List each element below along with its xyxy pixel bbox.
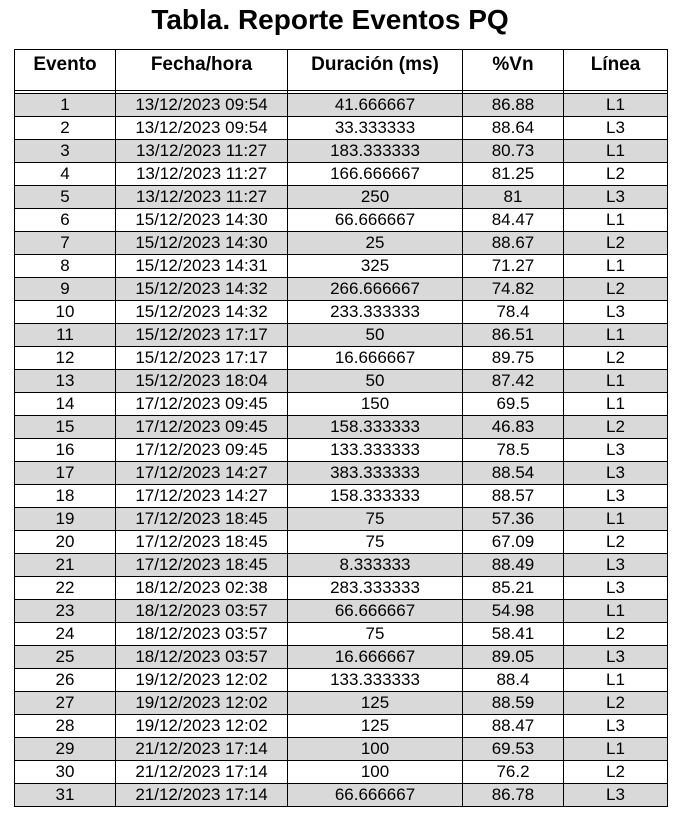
cell-linea: L2: [564, 347, 668, 370]
cell-linea: L2: [564, 232, 668, 255]
cell-vn: 88.57: [463, 485, 564, 508]
cell-linea: L3: [564, 186, 668, 209]
cell-evento: 22: [15, 577, 116, 600]
cell-evento: 30: [15, 761, 116, 784]
cell-linea: L3: [564, 646, 668, 669]
cell-duracion: 33.333333: [288, 117, 463, 140]
cell-duracion: 125: [288, 692, 463, 715]
cell-fecha-hora: 13/12/2023 11:27: [116, 186, 288, 209]
cell-vn: 69.5: [463, 393, 564, 416]
cell-linea: L1: [564, 738, 668, 761]
cell-fecha-hora: 19/12/2023 12:02: [116, 669, 288, 692]
table-row: [15, 646, 668, 669]
table-body: [15, 91, 668, 807]
cell-fecha-hora: 19/12/2023 12:02: [116, 715, 288, 738]
cell-vn: 88.54: [463, 462, 564, 485]
cell-evento: 24: [15, 623, 116, 646]
cell-duracion: 66.666667: [288, 209, 463, 232]
cell-vn: 74.82: [463, 278, 564, 301]
cell-vn: 88.4: [463, 669, 564, 692]
cell-linea: L2: [564, 278, 668, 301]
cell-fecha-hora: 17/12/2023 18:45: [116, 508, 288, 531]
cell-evento: 7: [15, 232, 116, 255]
cell-evento: 23: [15, 600, 116, 623]
table-row: [15, 669, 668, 692]
cell-vn: 88.47: [463, 715, 564, 738]
table-row: [15, 577, 668, 600]
cell-evento: 3: [15, 140, 116, 163]
table-row: [15, 370, 668, 393]
cell-vn: 87.42: [463, 370, 564, 393]
cell-duracion: 16.666667: [288, 646, 463, 669]
cell-vn: 69.53: [463, 738, 564, 761]
cell-duracion: 325: [288, 255, 463, 278]
cell-linea: L2: [564, 416, 668, 439]
cell-vn: 80.73: [463, 140, 564, 163]
cell-duracion: 41.666667: [288, 94, 463, 117]
cell-fecha-hora: 18/12/2023 03:57: [116, 646, 288, 669]
cell-vn: 78.4: [463, 301, 564, 324]
table-header-row: [15, 50, 668, 91]
cell-linea: L2: [564, 163, 668, 186]
cell-vn: 46.83: [463, 416, 564, 439]
cell-evento: 25: [15, 646, 116, 669]
cell-fecha-hora: 18/12/2023 03:57: [116, 600, 288, 623]
table-row: [15, 347, 668, 370]
cell-duracion: 50: [288, 324, 463, 347]
cell-linea: L1: [564, 209, 668, 232]
cell-linea: L1: [564, 393, 668, 416]
cell-fecha-hora: 17/12/2023 14:27: [116, 485, 288, 508]
cell-evento: 29: [15, 738, 116, 761]
cell-fecha-hora: 15/12/2023 14:32: [116, 301, 288, 324]
cell-fecha-hora: 17/12/2023 18:45: [116, 554, 288, 577]
table-row: [15, 531, 668, 554]
cell-vn: 81.25: [463, 163, 564, 186]
cell-evento: 27: [15, 692, 116, 715]
cell-evento: 10: [15, 301, 116, 324]
cell-fecha-hora: 21/12/2023 17:14: [116, 761, 288, 784]
cell-fecha-hora: 15/12/2023 17:17: [116, 324, 288, 347]
cell-fecha-hora: 15/12/2023 18:04: [116, 370, 288, 393]
cell-fecha-hora: 13/12/2023 09:54: [116, 117, 288, 140]
cell-linea: L1: [564, 669, 668, 692]
cell-evento: 26: [15, 669, 116, 692]
cell-evento: 4: [15, 163, 116, 186]
cell-duracion: 166.666667: [288, 163, 463, 186]
cell-duracion: 133.333333: [288, 439, 463, 462]
cell-linea: L1: [564, 600, 668, 623]
cell-duracion: 75: [288, 508, 463, 531]
cell-linea: L3: [564, 715, 668, 738]
cell-evento: 18: [15, 485, 116, 508]
cell-vn: 88.59: [463, 692, 564, 715]
cell-duracion: 150: [288, 393, 463, 416]
table-row: [15, 94, 668, 117]
cell-evento: 9: [15, 278, 116, 301]
cell-fecha-hora: 21/12/2023 17:14: [116, 738, 288, 761]
cell-duracion: 133.333333: [288, 669, 463, 692]
page-title: Tabla. Reporte Eventos PQ: [151, 4, 509, 35]
table-row: [15, 163, 668, 186]
cell-duracion: 233.333333: [288, 301, 463, 324]
table-row: [15, 255, 668, 278]
cell-vn: 86.78: [463, 784, 564, 807]
table-row: [15, 186, 668, 209]
cell-evento: 20: [15, 531, 116, 554]
table-row: [15, 117, 668, 140]
cell-linea: L3: [564, 462, 668, 485]
table-row: [15, 278, 668, 301]
table-row: [15, 324, 668, 347]
cell-duracion: 100: [288, 738, 463, 761]
cell-vn: 78.5: [463, 439, 564, 462]
cell-linea: L1: [564, 370, 668, 393]
cell-evento: 15: [15, 416, 116, 439]
cell-evento: 12: [15, 347, 116, 370]
cell-vn: 88.64: [463, 117, 564, 140]
cell-vn: 89.05: [463, 646, 564, 669]
cell-linea: L1: [564, 255, 668, 278]
table-row: [15, 600, 668, 623]
cell-duracion: 75: [288, 531, 463, 554]
cell-vn: 81: [463, 186, 564, 209]
cell-duracion: 266.666667: [288, 278, 463, 301]
cell-linea: L2: [564, 692, 668, 715]
cell-vn: 84.47: [463, 209, 564, 232]
table-row: [15, 784, 668, 807]
cell-fecha-hora: 15/12/2023 14:30: [116, 232, 288, 255]
cell-evento: 17: [15, 462, 116, 485]
cell-vn: 89.75: [463, 347, 564, 370]
cell-evento: 1: [15, 94, 116, 117]
table-row: [15, 761, 668, 784]
table-row: [15, 232, 668, 255]
table-row: [15, 485, 668, 508]
header-duracion: Duración (ms): [288, 50, 463, 91]
cell-linea: L3: [564, 554, 668, 577]
cell-linea: L3: [564, 439, 668, 462]
table-row: [15, 623, 668, 646]
cell-linea: L3: [564, 784, 668, 807]
cell-duracion: 158.333333: [288, 416, 463, 439]
cell-fecha-hora: 15/12/2023 14:30: [116, 209, 288, 232]
table-row: [15, 209, 668, 232]
header-fecha-hora: Fecha/hora: [116, 50, 288, 91]
cell-vn: 58.41: [463, 623, 564, 646]
cell-linea: L2: [564, 761, 668, 784]
cell-linea: L3: [564, 485, 668, 508]
cell-vn: 67.09: [463, 531, 564, 554]
cell-fecha-hora: 15/12/2023 14:32: [116, 278, 288, 301]
cell-duracion: 25: [288, 232, 463, 255]
cell-duracion: 66.666667: [288, 600, 463, 623]
cell-vn: 86.88: [463, 94, 564, 117]
cell-duracion: 66.666667: [288, 784, 463, 807]
cell-fecha-hora: 21/12/2023 17:14: [116, 784, 288, 807]
header-evento: Evento: [15, 50, 116, 91]
cell-linea: L1: [564, 94, 668, 117]
cell-duracion: 250: [288, 186, 463, 209]
cell-evento: 8: [15, 255, 116, 278]
cell-vn: 76.2: [463, 761, 564, 784]
table-row: [15, 439, 668, 462]
cell-evento: 11: [15, 324, 116, 347]
cell-evento: 19: [15, 508, 116, 531]
cell-duracion: 16.666667: [288, 347, 463, 370]
cell-linea: L2: [564, 531, 668, 554]
table-row: [15, 462, 668, 485]
cell-vn: 86.51: [463, 324, 564, 347]
cell-fecha-hora: 15/12/2023 17:17: [116, 347, 288, 370]
cell-evento: 13: [15, 370, 116, 393]
cell-evento: 14: [15, 393, 116, 416]
table-row: [15, 692, 668, 715]
table-row: [15, 140, 668, 163]
cell-fecha-hora: 15/12/2023 14:31: [116, 255, 288, 278]
cell-fecha-hora: 17/12/2023 18:45: [116, 531, 288, 554]
cell-fecha-hora: 13/12/2023 11:27: [116, 163, 288, 186]
cell-evento: 21: [15, 554, 116, 577]
table-row: [15, 738, 668, 761]
cell-evento: 16: [15, 439, 116, 462]
cell-linea: L2: [564, 623, 668, 646]
table-row: [15, 715, 668, 738]
cell-duracion: 158.333333: [288, 485, 463, 508]
header-vn: %Vn: [463, 50, 564, 91]
cell-duracion: 75: [288, 623, 463, 646]
table-row: [15, 416, 668, 439]
cell-vn: 54.98: [463, 600, 564, 623]
cell-duracion: 100: [288, 761, 463, 784]
cell-linea: L1: [564, 140, 668, 163]
cell-linea: L3: [564, 577, 668, 600]
cell-fecha-hora: 13/12/2023 11:27: [116, 140, 288, 163]
cell-fecha-hora: 17/12/2023 09:45: [116, 393, 288, 416]
cell-linea: L1: [564, 508, 668, 531]
cell-fecha-hora: 17/12/2023 14:27: [116, 462, 288, 485]
cell-fecha-hora: 18/12/2023 02:38: [116, 577, 288, 600]
cell-vn: 88.67: [463, 232, 564, 255]
cell-linea: L1: [564, 324, 668, 347]
events-table: [14, 49, 668, 807]
table-row: [15, 393, 668, 416]
cell-evento: 6: [15, 209, 116, 232]
cell-evento: 31: [15, 784, 116, 807]
cell-fecha-hora: 17/12/2023 09:45: [116, 416, 288, 439]
cell-vn: 71.27: [463, 255, 564, 278]
cell-vn: 85.21: [463, 577, 564, 600]
cell-vn: 88.49: [463, 554, 564, 577]
cell-linea: L3: [564, 301, 668, 324]
cell-duracion: 283.333333: [288, 577, 463, 600]
cell-evento: 5: [15, 186, 116, 209]
cell-fecha-hora: 18/12/2023 03:57: [116, 623, 288, 646]
cell-linea: L3: [564, 117, 668, 140]
header-linea: Línea: [564, 50, 668, 91]
cell-duracion: 383.333333: [288, 462, 463, 485]
cell-fecha-hora: 19/12/2023 12:02: [116, 692, 288, 715]
cell-fecha-hora: 17/12/2023 09:45: [116, 439, 288, 462]
table-row: [15, 508, 668, 531]
table-row: [15, 301, 668, 324]
cell-fecha-hora: 13/12/2023 09:54: [116, 94, 288, 117]
cell-duracion: 8.333333: [288, 554, 463, 577]
cell-duracion: 50: [288, 370, 463, 393]
cell-vn: 57.36: [463, 508, 564, 531]
cell-duracion: 183.333333: [288, 140, 463, 163]
table-row: [15, 554, 668, 577]
cell-evento: 2: [15, 117, 116, 140]
cell-duracion: 125: [288, 715, 463, 738]
cell-evento: 28: [15, 715, 116, 738]
